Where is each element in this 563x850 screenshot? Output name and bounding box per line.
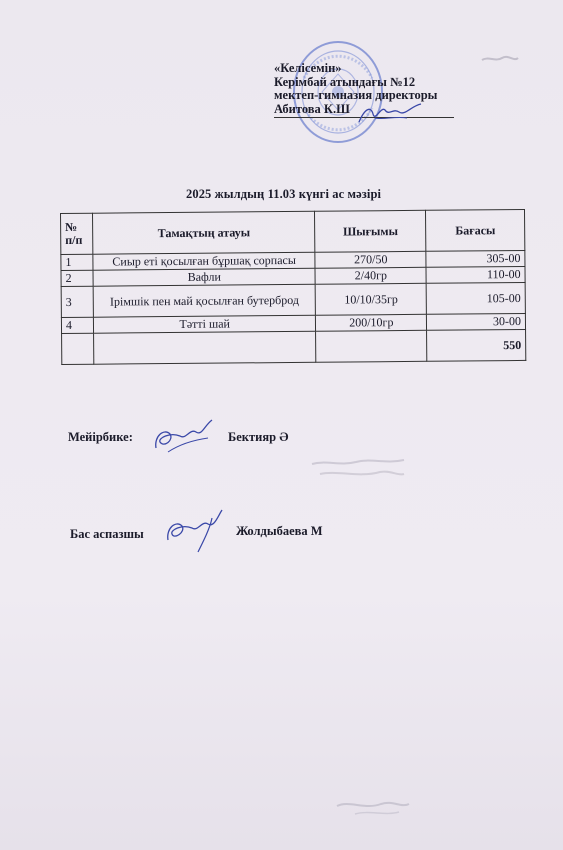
menu-title: 2025 жылдың 11.03 күнгі ас мәзірі [186, 187, 382, 201]
row-dish-name: Ірімшік пен май қосылған бутерброд [93, 284, 315, 317]
header-yield: Шығымы [315, 210, 426, 252]
total-empty-cell [94, 331, 316, 364]
header-dish-name: Тамақтың атауы [93, 211, 315, 254]
total-empty-cell [316, 330, 427, 362]
ink-smudge [335, 796, 411, 818]
chef-name: Жолдыбаева М [236, 524, 323, 538]
row-price: 110-00 [426, 266, 525, 283]
row-number: 2 [61, 270, 93, 286]
row-number: 1 [61, 254, 93, 270]
row-yield: 2/40гр [315, 267, 426, 284]
header-number: № п/п [61, 213, 94, 254]
table-row [61, 282, 525, 317]
row-price: 30-00 [427, 313, 526, 330]
row-yield: 200/10гр [316, 314, 427, 331]
approval-director-name: Абитова К.Ш [274, 101, 350, 116]
table-total-row [62, 329, 526, 364]
row-dish-name: Тәтті шай [94, 315, 316, 333]
row-dish-name: Сиыр еті қосылған бұршақ сорпасы [93, 252, 315, 270]
row-dish-name: Вафли [93, 268, 315, 286]
total-value: 550 [427, 329, 526, 361]
table-header-row [61, 209, 525, 254]
row-price: 305-00 [426, 250, 525, 267]
header-price: Бағасы [426, 209, 525, 251]
row-yield: 270/50 [315, 251, 426, 268]
row-number: 3 [61, 286, 93, 317]
approval-school: Керімбай атындағы №12 [274, 74, 416, 89]
ink-smudge [480, 52, 520, 66]
total-empty-cell [62, 333, 94, 364]
menu-table [60, 209, 526, 365]
row-number: 4 [61, 317, 93, 333]
row-yield: 10/10/35гр [315, 283, 426, 315]
ink-smudge [310, 456, 406, 484]
chef-signature [160, 508, 230, 554]
nurse-label: Мейірбике: [68, 430, 133, 444]
row-price: 105-00 [426, 282, 525, 314]
nurse-name: Бектияр Ә [228, 430, 289, 444]
chef-label: Бас аспазшы [70, 527, 144, 541]
approval-agreed: «Келісемін» [274, 61, 342, 75]
approval-position: мектеп-гимназия директоры [274, 88, 438, 102]
nurse-signature [150, 418, 220, 458]
director-signature [355, 100, 425, 128]
